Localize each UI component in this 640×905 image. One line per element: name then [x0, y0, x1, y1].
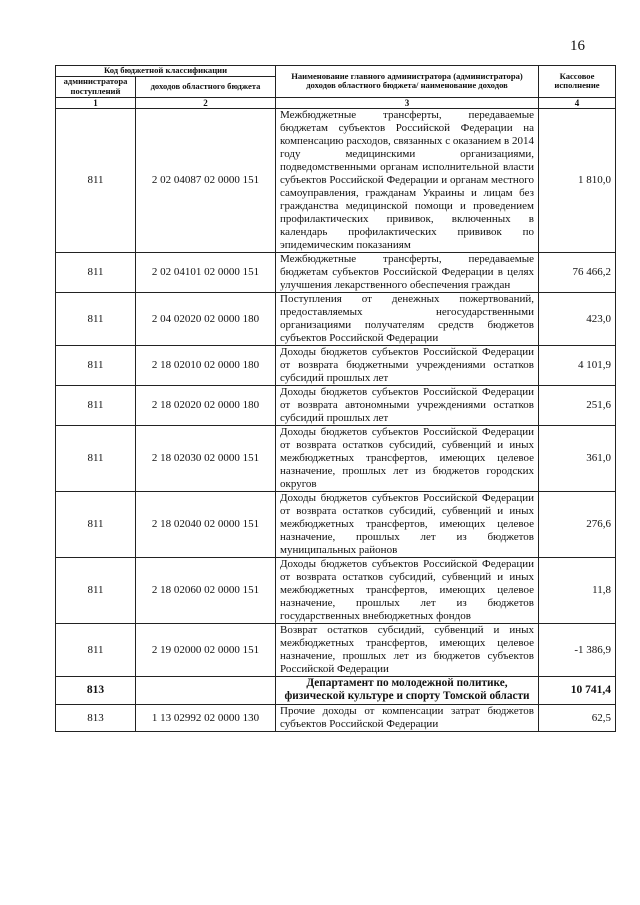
admin-code: 811 — [56, 557, 136, 623]
table-row — [56, 292, 616, 345]
table-row — [56, 623, 616, 676]
column-number: 2 — [136, 97, 276, 108]
revenue-code: 2 04 02020 02 0000 180 — [136, 292, 276, 345]
revenue-code — [136, 676, 276, 704]
revenue-name: Межбюджетные трансферты, передаваемые бюджетам субъектов Российской Федерации в целях улучшения лекарственного обеспечения граждан — [276, 252, 539, 292]
amount: 276,6 — [539, 491, 616, 557]
admin-code: 811 — [56, 491, 136, 557]
revenue-code: 2 02 04087 02 0000 151 — [136, 108, 276, 252]
department-total: 10 741,4 — [539, 676, 616, 704]
revenue-name: Доходы бюджетов субъектов Российской Федерации от возврата остатков субсидий, субвенций и иных межбюджетных трансфертов, имеющих целевое назначение, прошлых лет из бюджетов государственных внебюджетных фондов — [276, 557, 539, 623]
table-row — [56, 345, 616, 385]
admin-code: 811 — [56, 292, 136, 345]
amount: 251,6 — [539, 385, 616, 425]
revenue-name: Межбюджетные трансферты, передаваемые бюджетам субъектов Российской Федерации на компенсацию расходов, связанных с оказанием в 2014 году медицинскими организациями, подведомственными органам исполнительной власти субъектов Российской Федерации и органам местного самоуправления, гражданам Украины и лицам без гражданства медицинской помощи и проведением профилактических прививок, включенных в календарь профилактических прививок по эпидемическим показаниям — [276, 108, 539, 252]
amount: 1 810,0 — [539, 108, 616, 252]
table-row — [56, 252, 616, 292]
revenue-code: 2 02 04101 02 0000 151 — [136, 252, 276, 292]
revenue-name: Доходы бюджетов субъектов Российской Федерации от возврата автономными учреждениями остатков субсидий прошлых лет — [276, 385, 539, 425]
admin-code: 811 — [56, 252, 136, 292]
revenue-name: Возврат остатков субсидий, субвенций и иных межбюджетных трансфертов, имеющих целевое назначение, прошлых лет из бюджетов субъектов Российской Федерации — [276, 623, 539, 676]
column-number: 4 — [539, 97, 616, 108]
admin-code: 811 — [56, 108, 136, 252]
header-amount-column: Кассовое исполнение — [539, 66, 616, 98]
revenue-name: Поступления от денежных пожертвований, предоставляемых негосударственными организациями получателям средств бюджетов субъектов Российской Федерации — [276, 292, 539, 345]
revenue-name: Доходы бюджетов субъектов Российской Федерации от возврата остатков субсидий, субвенций и иных межбюджетных трансфертов, имеющих целевое назначение, прошлых лет из бюджетов городских округов — [276, 425, 539, 491]
revenue-code: 1 13 02992 02 0000 130 — [136, 704, 276, 731]
amount: 62,5 — [539, 704, 616, 731]
admin-code: 811 — [56, 623, 136, 676]
column-number: 1 — [56, 97, 136, 108]
department-row — [56, 676, 616, 704]
department-name: Департамент по молодежной политике, физической культуре и спорту Томской области — [276, 676, 539, 704]
amount: 423,0 — [539, 292, 616, 345]
amount: 76 466,2 — [539, 252, 616, 292]
header-classification-group: Код бюджетной классификации — [56, 66, 276, 77]
revenue-code: 2 19 02000 02 0000 151 — [136, 623, 276, 676]
admin-code: 811 — [56, 385, 136, 425]
amount: -1 386,9 — [539, 623, 616, 676]
table-row — [56, 491, 616, 557]
header-code-column: доходов областного бюджета — [136, 76, 276, 97]
amount: 361,0 — [539, 425, 616, 491]
amount: 11,8 — [539, 557, 616, 623]
revenue-name: Прочие доходы от компенсации затрат бюджетов субъектов Российской Федерации — [276, 704, 539, 731]
header-name-column: Наименование главного администратора (администратора) доходов областного бюджета/ наименование доходов — [276, 66, 539, 98]
header-column-numbers-row — [56, 97, 616, 108]
budget-revenue-table — [55, 65, 616, 732]
table-row — [56, 557, 616, 623]
table-row — [56, 108, 616, 252]
admin-code: 811 — [56, 425, 136, 491]
revenue-code: 2 18 02040 02 0000 151 — [136, 491, 276, 557]
page-number: 16 — [570, 38, 585, 54]
table-row — [56, 385, 616, 425]
table-row — [56, 425, 616, 491]
revenue-code: 2 18 02030 02 0000 151 — [136, 425, 276, 491]
revenue-code: 2 18 02010 02 0000 180 — [136, 345, 276, 385]
revenue-code: 2 18 02020 02 0000 180 — [136, 385, 276, 425]
table-row — [56, 704, 616, 731]
admin-code: 813 — [56, 704, 136, 731]
amount: 4 101,9 — [539, 345, 616, 385]
admin-code: 811 — [56, 345, 136, 385]
header-admin-column: администратора поступлений — [56, 76, 136, 97]
header-row-1 — [56, 66, 616, 77]
revenue-name: Доходы бюджетов субъектов Российской Федерации от возврата остатков субсидий, субвенций и иных межбюджетных трансфертов, имеющих целевое назначение, прошлых лет из бюджетов муниципальных районов — [276, 491, 539, 557]
revenue-name: Доходы бюджетов субъектов Российской Федерации от возврата бюджетными учреждениями остатков субсидий прошлых лет — [276, 345, 539, 385]
admin-code: 813 — [56, 676, 136, 704]
column-number: 3 — [276, 97, 539, 108]
revenue-code: 2 18 02060 02 0000 151 — [136, 557, 276, 623]
